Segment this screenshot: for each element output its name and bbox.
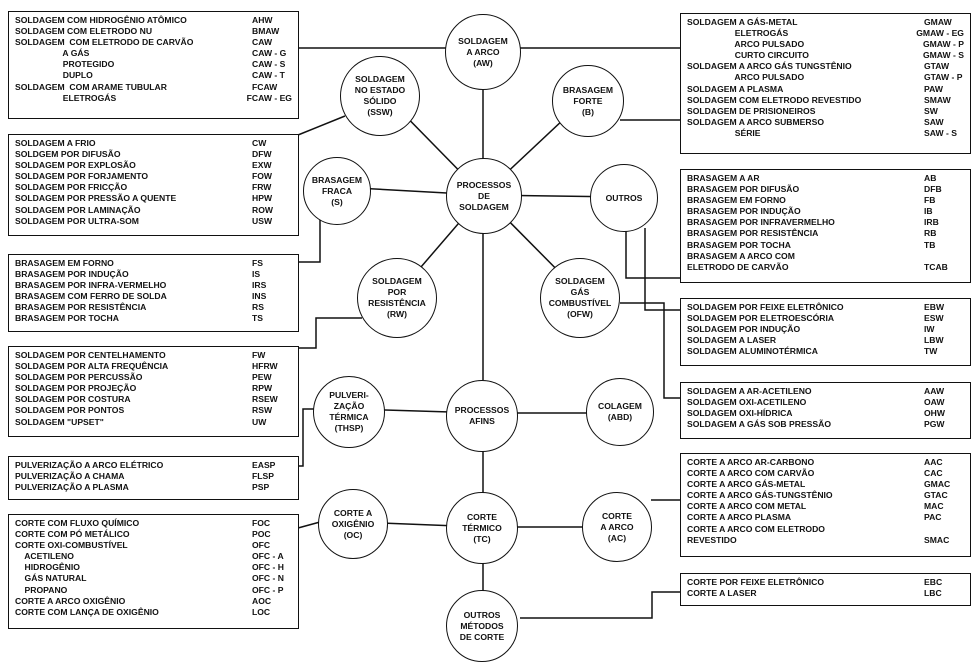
process-name: SOLDAGEM COM HIDROGÊNIO ATÔMICO: [15, 15, 187, 25]
process-row: [15, 149, 292, 160]
process-code: LBW: [924, 335, 944, 346]
process-name: REVESTIDO: [687, 534, 737, 545]
process-name: BRASAGEM EM FORNO: [15, 258, 114, 268]
process-row: [15, 302, 292, 313]
process-code: HFRW: [252, 361, 278, 372]
process-code: OFC - N: [252, 573, 284, 584]
process-name: PROTEGIDO: [15, 59, 115, 70]
process-row: [15, 482, 292, 493]
process-code: FOC: [252, 518, 271, 528]
process-name: ELETROGÁS: [15, 92, 117, 103]
process-name: CORTE A ARCO COM ELETRODO: [687, 523, 825, 534]
process-code: AOC: [252, 595, 272, 606]
process-row: [687, 262, 964, 273]
process-row: [687, 217, 964, 228]
process-code: RB: [924, 228, 937, 239]
process-row: [15, 258, 292, 269]
process-row: [15, 551, 292, 562]
process-name: SOLDAGEM ALUMINOTÉRMICA: [687, 346, 818, 357]
box-other-cutting: [680, 573, 971, 606]
process-code: EASP: [252, 460, 276, 470]
process-row: [15, 471, 292, 482]
conn-outros-box: [626, 230, 681, 278]
box-other-welding: [680, 298, 971, 366]
process-code: AB: [924, 173, 937, 183]
box-soldering: [8, 254, 299, 332]
process-row: [687, 386, 964, 397]
node-oxygen-cutting: CORTE A OXIGÊNIO (OC): [318, 489, 388, 559]
process-code: [924, 251, 964, 262]
process-code: EBW: [924, 302, 945, 312]
process-code: BMAW: [252, 26, 280, 37]
process-name: BRASAGEM POR TOCHA: [687, 239, 791, 250]
process-row: [15, 383, 292, 394]
process-name: SOLDAGEM POR COSTURA: [15, 394, 131, 405]
process-code: GTAW - P: [924, 72, 963, 83]
process-name: ELETRODO DE CARVÃO: [687, 261, 789, 272]
process-code: HPW: [252, 193, 273, 204]
node-oxyfuel-welding: SOLDAGEM GÁS COMBUSTÍVEL (OFW): [540, 258, 620, 338]
node-allied-processes: PROCESSOS AFINS: [446, 380, 518, 452]
process-name: PULVERIZAÇÃO A PLASMA: [15, 482, 129, 493]
process-name: SOLDAGEM A GÁS SOB PRESSÃO: [687, 419, 832, 430]
process-name: PULVERIZAÇÃO A ARCO ELÉTRICO: [15, 460, 164, 470]
process-name: CORTE A ARCO COM METAL: [687, 501, 807, 512]
process-code: EBC: [924, 577, 943, 587]
process-name: SOLDAGEM POR ALTA FREQUÊNCIA: [15, 361, 169, 372]
process-row: [687, 206, 964, 217]
process-code: INS: [252, 291, 267, 302]
process-row: [687, 72, 964, 83]
process-name: ACETILENO: [15, 551, 74, 562]
process-row: [687, 195, 964, 206]
process-row: [15, 394, 292, 405]
process-code: PSP: [252, 482, 270, 493]
process-row: [15, 585, 292, 596]
process-row: [687, 335, 964, 346]
process-name: SOLDAGEM A PLASMA: [687, 83, 784, 94]
node-welding-processes: PROCESSOS DE SOLDAGEM: [446, 158, 522, 234]
process-row: [15, 562, 292, 573]
process-code: GMAC: [924, 479, 951, 490]
process-name: BRASAGEM POR DIFUSÃO: [687, 184, 800, 195]
process-code: TCAB: [924, 261, 948, 272]
box-arc-welding-right: [680, 13, 971, 154]
process-name: SOLDAGEM POR ELETROESCÓRIA: [687, 313, 835, 324]
process-name: GÁS NATURAL: [15, 573, 87, 584]
node-other-cutting: OUTROS MÉTODOS DE CORTE: [446, 590, 518, 662]
process-name: CORTE A ARCO AR-CARBONO: [687, 457, 815, 467]
process-row: [687, 17, 964, 28]
process-code: FLSP: [252, 471, 274, 482]
process-row: [15, 37, 292, 48]
process-name: SOLDAGEM COM ELETRODO NU: [15, 26, 153, 37]
box-arc-welding-left: [8, 11, 299, 119]
process-row: [687, 228, 964, 239]
node-adhesive-bonding: COLAGEM (ABD): [586, 378, 654, 446]
process-name: SOLDAGEM COM ARAME TUBULAR: [15, 81, 167, 92]
process-code: OFC: [252, 540, 271, 551]
node-thermal-spray: PULVERI- ZAÇÃO TÉRMICA (THSP): [313, 376, 385, 448]
process-code: FB: [924, 195, 936, 206]
process-name: CORTE A ARCO COM CARVÃO: [687, 468, 815, 479]
process-row: [15, 15, 292, 26]
process-name: SOLDAGEM A ARCO SUBMERSO: [687, 116, 825, 127]
box-thermal-spray: [8, 456, 299, 500]
process-code: PAW: [924, 83, 943, 94]
node-soldering: BRASAGEM FRACA (S): [303, 157, 371, 225]
process-row: [687, 50, 964, 61]
process-row: [687, 240, 964, 251]
process-row: [15, 405, 292, 416]
process-name: BRASAGEM EM FORNO: [687, 195, 786, 206]
process-name: SOLDAGEM POR FORJAMENTO: [15, 171, 149, 182]
process-code: GTAC: [924, 490, 948, 501]
process-code: CAW - G: [252, 48, 287, 59]
process-row: [15, 26, 292, 37]
process-name: ARCO PULSADO: [687, 39, 805, 50]
process-code: SW: [924, 105, 938, 116]
process-code: DFB: [924, 184, 942, 195]
process-row: [687, 457, 964, 468]
process-row: [15, 48, 292, 59]
process-code: OHW: [924, 408, 946, 419]
process-code: OFC - A: [252, 551, 284, 562]
process-code: PEW: [252, 372, 272, 383]
process-row: [687, 397, 964, 408]
process-name: BRASAGEM POR TOCHA: [15, 313, 119, 324]
process-name: PROPANO: [15, 584, 68, 595]
process-name: BRASAGEM A ARCO COM: [687, 250, 795, 261]
process-name: SOLDAGEM POR INDUÇÃO: [687, 324, 801, 335]
process-code: AHW: [252, 15, 273, 25]
process-name: SOLDAGEM POR EXPLOSÃO: [15, 160, 136, 171]
process-row: [15, 182, 292, 193]
process-name: DUPLO: [15, 70, 93, 81]
process-name: CORTE COM FLUXO QUÍMICO: [15, 518, 140, 528]
process-name: BRASAGEM POR RESISTÊNCIA: [687, 228, 819, 239]
process-code: SAW - S: [924, 127, 957, 138]
process-code: PGW: [924, 419, 945, 430]
process-code: RSEW: [252, 394, 278, 405]
process-code: OFC - H: [252, 562, 284, 573]
process-name: SOLDAGEM POR FRICÇÃO: [15, 182, 128, 193]
process-code: CAC: [924, 468, 943, 479]
process-row: [15, 350, 292, 361]
process-code: RS: [252, 302, 264, 313]
process-code: LBC: [924, 588, 942, 599]
process-row: [15, 59, 292, 70]
process-name: SOLDAGEM COM ELETRODO DE CARVÃO: [15, 37, 194, 48]
process-code: SMAW: [924, 94, 951, 105]
process-row: [15, 291, 292, 302]
process-name: SOLDAGEM "UPSET": [15, 416, 104, 427]
process-code: TS: [252, 313, 263, 324]
process-code: SMAC: [924, 534, 950, 545]
node-resistance-welding: SOLDAGEM POR RESISTÊNCIA (RW): [357, 258, 437, 338]
process-code: GMAW - S: [922, 50, 964, 61]
process-name: BRASAGEM POR INFRA-VERMELHO: [15, 280, 167, 291]
process-row: [687, 39, 964, 50]
process-code: IB: [924, 206, 933, 217]
process-name: CURTO CIRCUITO: [687, 50, 809, 61]
process-row: [15, 269, 292, 280]
process-code: DFW: [252, 149, 272, 160]
process-name: ARCO PULSADO: [687, 72, 805, 83]
process-row: [687, 128, 964, 139]
process-name: SOLDAGEM POR PONTOS: [15, 405, 125, 416]
process-code: AAC: [924, 457, 943, 467]
node-arc-cutting: CORTE A ARCO (AC): [582, 492, 652, 562]
process-name: PULVERIZAÇÃO A CHAMA: [15, 471, 125, 482]
node-solid-state-welding: SOLDAGEM NO ESTADO SÓLIDO (SSW): [340, 56, 420, 136]
process-code: USW: [252, 215, 273, 226]
process-row: [15, 70, 292, 81]
process-row: [687, 512, 964, 523]
process-row: [687, 95, 964, 106]
process-code: IRS: [252, 280, 267, 291]
process-row: [687, 84, 964, 95]
process-code: ROW: [252, 204, 274, 215]
process-code: UW: [252, 416, 267, 427]
process-row: [687, 106, 964, 117]
process-code: FCAW: [252, 81, 278, 92]
process-row: [687, 173, 964, 184]
process-code: POC: [252, 529, 271, 540]
process-row: [15, 607, 292, 618]
process-row: [687, 524, 964, 535]
process-name: SOLDGEM POR DIFUSÃO: [15, 149, 121, 160]
process-row: [15, 529, 292, 540]
process-row: [687, 61, 964, 72]
process-row: [687, 28, 964, 39]
node-brazing: BRASAGEM FORTE (B): [552, 65, 624, 137]
process-name: BRASAGEM COM FERRO DE SOLDA: [15, 291, 167, 302]
process-name: SOLDAGEM DE PRISIONEIROS: [687, 105, 816, 116]
process-name: CORTE A LASER: [687, 588, 757, 599]
process-code: LOC: [252, 606, 271, 617]
process-row: [15, 171, 292, 182]
box-brazing: [680, 169, 971, 283]
process-name: CORTE COM PÓ METÁLICO: [15, 529, 130, 540]
process-code: PAC: [924, 512, 942, 523]
process-code: OAW: [924, 397, 945, 408]
process-name: SÉRIE: [687, 127, 761, 138]
process-row: [15, 596, 292, 607]
process-code: RPW: [252, 383, 273, 394]
process-code: FCAW - EG: [246, 92, 292, 103]
process-row: [15, 216, 292, 227]
process-row: [15, 460, 292, 471]
process-name: CORTE OXI-COMBUSTÍVEL: [15, 540, 128, 551]
process-name: SOLDAGEM COM ELETRODO REVESTIDO: [687, 94, 862, 105]
process-row: [15, 193, 292, 204]
process-code: CW: [252, 138, 267, 148]
process-row: [687, 535, 964, 546]
process-code: CAW: [252, 37, 273, 48]
process-row: [687, 501, 964, 512]
node-arc-welding: SOLDAGEM A ARCO (AW): [445, 14, 521, 90]
process-code: [924, 524, 964, 535]
process-name: SOLDAGEM POR PRESSÃO A QUENTE: [15, 193, 177, 204]
process-row: [15, 417, 292, 428]
process-code: GMAW: [924, 17, 952, 27]
process-code: GMAW - P: [922, 39, 964, 50]
box-oxyfuel-welding: [680, 382, 971, 439]
process-row: [15, 540, 292, 551]
process-row: [15, 138, 292, 149]
process-row: [15, 93, 292, 104]
process-row: [15, 573, 292, 584]
process-code: FRW: [252, 182, 272, 193]
process-row: [15, 518, 292, 529]
node-thermal-cutting: CORTE TÉRMICO (TC): [446, 492, 518, 564]
process-code: IW: [924, 324, 935, 335]
conn-rw-box: [298, 318, 362, 348]
process-code: TB: [924, 239, 936, 250]
process-name: SOLDAGEM A GÁS-METAL: [687, 17, 798, 27]
process-row: [15, 160, 292, 171]
process-row: [15, 313, 292, 324]
process-row: [687, 346, 964, 357]
process-row: [687, 588, 964, 599]
conn-oc-box: [298, 522, 320, 528]
process-code: FW: [252, 350, 266, 360]
process-row: [687, 117, 964, 128]
process-code: FOW: [252, 171, 273, 182]
box-oxygen-cutting: [8, 514, 299, 629]
process-name: SOLDAGEM OXI-ACETILENO: [687, 397, 807, 408]
process-row: [687, 468, 964, 479]
process-name: ELETROGÁS: [687, 28, 789, 39]
conn-ssw-box: [298, 116, 345, 135]
process-row: [15, 372, 292, 383]
process-name: A GÁS: [15, 48, 90, 59]
process-code: RSW: [252, 405, 273, 416]
process-code: EXW: [252, 160, 272, 171]
conn-outroscorte-box: [520, 592, 681, 618]
process-name: SOLDAGEM A LASER: [687, 335, 777, 346]
process-name: CORTE POR FEIXE ELETRÔNICO: [687, 577, 825, 587]
process-name: CORTE COM LANÇA DE OXIGÊNIO: [15, 606, 159, 617]
process-code: AAW: [924, 386, 945, 396]
process-code: FS: [252, 258, 263, 268]
process-row: [687, 184, 964, 195]
process-row: [687, 479, 964, 490]
process-row: [15, 205, 292, 216]
process-code: GTAW: [924, 61, 950, 72]
process-name: SOLDAGEM OXI-HÍDRICA: [687, 408, 793, 419]
process-row: [687, 324, 964, 335]
process-code: IRB: [924, 217, 939, 228]
process-name: SOLDAGEM POR CENTELHAMENTO: [15, 350, 166, 360]
process-name: HIDROGÊNIO: [15, 562, 80, 573]
process-name: BRASAGEM POR RESISTÊNCIA: [15, 302, 147, 313]
process-name: BRASAGEM POR INFRAVERMELHO: [687, 217, 835, 228]
process-code: CAW - T: [252, 70, 285, 81]
process-code: CAW - S: [252, 59, 286, 70]
process-name: BRASAGEM A AR: [687, 173, 760, 183]
process-row: [15, 280, 292, 291]
process-name: CORTE A ARCO GÁS-METAL: [687, 479, 806, 490]
process-row: [687, 490, 964, 501]
process-code: OFC - P: [252, 584, 284, 595]
process-name: CORTE A ARCO PLASMA: [687, 512, 792, 523]
process-row: [687, 313, 964, 324]
process-row: [687, 302, 964, 313]
process-name: CORTE A ARCO GÁS-TUNGSTÊNIO: [687, 490, 833, 501]
box-arc-cutting: [680, 453, 971, 557]
process-name: CORTE A ARCO OXIGÊNIO: [15, 595, 126, 606]
box-solid-state-welding: [8, 134, 299, 236]
process-code: GMAW - EG: [916, 28, 964, 39]
process-name: BRASAGEM POR INDUÇÃO: [687, 206, 801, 217]
process-row: [687, 251, 964, 262]
process-name: SOLDAGEM POR PERCUSSÃO: [15, 372, 143, 383]
process-code: MAC: [924, 501, 944, 512]
process-name: SOLDAGEM POR ULTRA-SOM: [15, 215, 139, 226]
conn-outros-others: [645, 228, 681, 310]
process-name: SOLDAGEM POR LAMINAÇÃO: [15, 204, 141, 215]
process-name: SOLDAGEM A AR-ACETILENO: [687, 386, 812, 396]
process-code: ESW: [924, 313, 944, 324]
process-row: [15, 82, 292, 93]
process-name: BRASAGEM POR INDUÇÃO: [15, 269, 129, 280]
box-resistance-welding: [8, 346, 299, 437]
process-row: [15, 361, 292, 372]
process-row: [687, 408, 964, 419]
process-name: SOLDAGEM A ARCO GÁS TUNGSTÊNIO: [687, 61, 852, 72]
process-code: IS: [252, 269, 261, 280]
conn-s-box: [298, 215, 320, 262]
process-name: SOLDAGEM POR PROJEÇÃO: [15, 383, 137, 394]
process-row: [687, 577, 964, 588]
process-code: TW: [924, 346, 938, 357]
process-name: SOLDAGEM POR FEIXE ELETRÔNICO: [687, 302, 844, 312]
process-code: SAW: [924, 116, 944, 127]
process-name: SOLDAGEM A FRIO: [15, 138, 96, 148]
process-row: [687, 419, 964, 430]
node-others: OUTROS: [590, 164, 658, 232]
